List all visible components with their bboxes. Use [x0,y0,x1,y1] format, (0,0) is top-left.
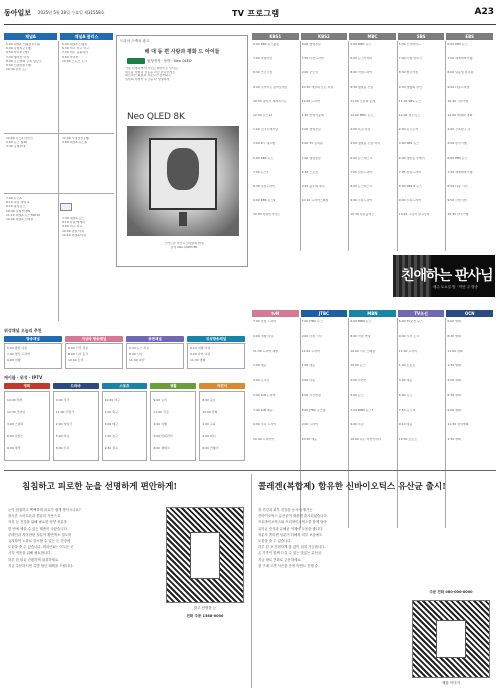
schedule-line: 9:00 여행 다큐 [253,334,274,338]
schedule-line: 7:00 농구 [104,434,119,438]
ch2-early [62,43,113,64]
schedule-line: 4:00 배구 [104,422,119,426]
ch1-late [6,197,57,222]
schedule-line: 7:00 명작 드라마 [7,352,31,356]
issue-date: 2025년 5월 28일 수요일 제31558호 [38,10,105,15]
schedule-line: 5:00 뉴스 [350,393,364,397]
drama-banner [393,255,495,297]
channel-column [399,320,445,453]
right-ad-body [258,507,408,569]
schedule-line: 11:00 영화 [447,349,463,353]
schedule-line: 10:30 트로트 [398,438,418,442]
schedule-line: 지금 바로 전화로 주문하세요. [258,557,302,562]
schedule-line: 7:05 일일드라마 [398,170,421,174]
schedule-line: 7:50 아침드라마 [301,57,324,61]
column-divider [300,41,301,251]
schedule-line: 5:00 KBS 뉴스 [253,156,274,160]
schedule-line: 8:00 시사 토크 [68,352,89,356]
iptv-label: 케이블 · 위성 · IPTV [4,375,43,380]
schedule-line: 7:30 세계테마기행 [447,170,473,174]
schedule-line: 9:00 자연 다큐 [190,352,211,356]
schedule-line: 12:00 MBC 뉴스 [350,113,374,117]
satellite-table [4,336,248,370]
schedule-line: 9:30 생방송 오늘 [350,85,374,89]
schedule-line: 2:00 특집 다큐 [350,128,371,132]
channel-header-1: 채널A [4,33,57,40]
schedule-line: 6:30 먹고 자고 먹고 [62,47,89,51]
satellite-cell [65,343,123,369]
schedule-line: 6:50 아이콘 (재) [6,51,29,55]
schedule-line: 4:00 영화 [447,379,461,383]
divider [4,133,114,134]
schedule-line: 도움을 줄 수 있습니다. 비타민A는 어두운 곳 [8,545,74,550]
schedule-line: 11:00 교양 [129,358,145,362]
iptv-table [4,383,248,463]
schedule-line: 8:00 아침 연예 [350,334,371,338]
schedule-line: 6:00 뉴스 [398,393,413,397]
column-divider [445,318,446,528]
schedule-line: 6:00 사건반장 [301,393,321,397]
schedule-line: 3:00 채널A 뉴스톱 [62,141,88,145]
schedule-line: 12:00 채널A 스페셜 [6,217,34,221]
schedule-line: 4:00 SBS 뉴스 [398,142,420,146]
left-ad-body [8,507,158,569]
satellite-cell [126,343,184,369]
ad-brand: 삼성전자 · 동아 · Neo QLED [147,59,192,63]
schedule-line: 3:40 강철부대 [6,145,26,149]
schedule-line: 8:00 딩동댕 유치원 [447,71,474,75]
schedule-line: 지친 눈 건강을 위해 필요한 영양 성분을 [8,520,67,525]
schedule-line: 9:00 아이콘 [62,55,79,59]
schedule-line: 12:00 시대정신 (재) [62,137,90,140]
schedule-line: 11:00 드라마 [301,349,320,353]
schedule-line: 3:00 스릴러 [7,422,24,426]
schedule-line: 9:30 골프 [104,446,119,450]
ch1-mid [6,137,57,150]
ch1-early [6,43,57,72]
schedule-line: 9:00 수목 드라마 [253,423,277,427]
schedule-line: 6:00 생생정보 [301,43,321,46]
schedule-line: 10:00 스포츠 토크 [62,59,88,63]
schedule-line: 9:00 시사 토크 [398,334,420,338]
publication-name: 동아일보 [4,8,32,17]
schedule-line: 1:00 예능 [253,364,267,368]
schedule-line: 12:00 정오뉴스 [398,113,420,117]
schedule-line: 8:00 오은영의 금쪽 상담소 [6,59,42,63]
schedule-line: 7:50 뉴스 9 [398,408,416,412]
schedule-line: 8:30 영화 [447,334,461,338]
schedule-line: 프로바이오틱스와 프리바이오틱스를 함께 담아 [258,520,327,525]
schedule-line: 새로운 경험과 감동을 지금 만나보세요 [125,70,176,74]
schedule-line: 10:30 다큐플렉스 [350,213,375,217]
schedule-line: 12:00 뉴스 [350,364,366,368]
channel-column [447,43,493,227]
schedule-line: 2:00 일일극 [55,422,73,426]
schedule-line: 9:00 드라마 [301,423,318,427]
column-divider [300,318,301,528]
iptv-category: 생활 [150,383,196,389]
schedule-line: 5:00 미니 [55,434,70,438]
schedule-line: 하루 한 포 간편하게 물 없이 섭취 가능합니다. [258,545,326,550]
schedule-line: 9:00 사극 [55,398,70,402]
schedule-line: 1:30 영화 [447,438,461,442]
schedule-line: 12:00 뉴스A 라이브 [6,137,34,140]
schedule-line: 11:10 채널A 뉴스TOP10 [6,213,41,217]
schedule-line: 6:00 뉴스데스크 [350,156,373,160]
schedule-line: 10:30 세상의 모든 다큐 [301,85,334,89]
channel-header: KBS1 [252,33,299,40]
schedule-line: 2:00 순간포착 [398,128,419,132]
left-ad-title: 침침하고 피로한 눈을 선명하게 편안하게! [22,482,178,492]
schedule-line: 9:00 수목드라마 [398,199,421,203]
schedule-line: 10:30 유튜 도) [6,68,27,72]
schedule-line: 11:00 건강 [153,410,169,414]
schedule-line: 5:30 채널A 스페셜 [62,43,88,46]
channel-column [302,320,348,453]
schedule-line: 9:10 예능 [398,423,413,427]
schedule-line: 유익균 증식과 유해균 억제에 도움을 줍니다. [258,526,324,531]
schedule-line: 8:00 뉴스데스크 [350,184,373,188]
left-ad-phone: 전화 주문 1588-0000 [186,614,224,618]
schedule-line: 8:30 인간극장 [253,71,273,75]
schedule-line: 일상의 특별한 순간을 더 생생하게 [125,77,170,81]
schedule-line: 9:00 굿모닝 [301,71,318,75]
ad-tag: 드라마 스케치 광고 [120,39,150,43]
section-title: TV 프로그램 [232,9,280,18]
satellite-cell [4,343,62,369]
schedule-line: 10:50 걸어서 세계속으로 [253,99,287,103]
channel-column [350,320,396,453]
schedule-line: 8:30 스포츠 [301,170,318,174]
schedule-line: 8:40 시사 [129,352,143,356]
schedule-line: 6:00 건강 정보 [68,346,89,350]
schedule-line: 10:00 나는 자연인이다 [350,438,382,442]
schedule-line: 7:00 생생정보 [301,156,321,160]
schedule-line: 9:00 아침 시사 [301,334,322,338]
schedule-line: 11:00 드라마 [398,349,418,353]
schedule-line: 3:00 생생정보 [301,128,321,132]
ad-divider [4,470,496,471]
schedule-line: 6:00 EBS 뉴스 [447,156,468,160]
schedule-line: 9:00 다큐프라임 [447,85,470,89]
schedule-line: 7:00 아침 연속극 [398,57,422,61]
schedule-line: 4:00 생방송 오늘 저녁 [350,142,381,146]
schedule-line: 10:20 그것이 알고싶다 [398,213,430,217]
channel-column [447,320,493,453]
iptv-category: 어린이 [199,383,245,389]
satellite-label: 위성채널 오늘의 추천 [4,328,42,333]
schedule-line: 10:00 야구 [104,398,120,402]
schedule-line: 도움을 줄 수 있습니다. [258,539,292,544]
schedule-line: 5:00 채널A 스페셜 (다큐) [6,43,41,46]
satellite-cell [187,343,245,369]
schedule-line: 지금 주문하시면 특별 할인 혜택을 드립니다. [8,563,74,568]
schedule-line: 5:00 종합 다큐 [7,346,28,350]
schedule-line: 장시간 스마트폰과 컴퓨터 사용으로 [8,514,61,519]
schedule-line: 8:30 일일드라마 [253,184,276,188]
schedule-line: 저분자 콜라겐 성분이 더해져 피부 보습에도 [258,532,323,537]
channel-column [399,43,445,227]
cable-schedule [252,310,495,460]
schedule-line: 11:30 드라마 재방 [253,349,279,353]
schedule-line: 7:00 아침 드라마 [253,320,277,323]
schedule-line: 9:00 요리 [153,398,167,402]
right-ad-caption: 제품 이미지 [441,681,461,685]
schedule-line: 8:00 동요 [202,398,216,402]
schedule-line: 10:45 한국기행 [447,213,469,217]
channel-column [253,43,299,227]
model-silhouette [167,148,199,190]
iptv-cell [53,391,99,461]
schedule-line: 12:10 채널A 다큐 [62,233,87,237]
schedule-line: 9:50 극한직업 [447,199,467,203]
schedule-line: 6:00 생방송 투데이 [398,156,425,160]
schedule-line: 12:00 뉴스12 [253,113,273,117]
schedule-line: 6:00 인형극 [202,446,219,450]
schedule-line: 6:00 로맨스 [7,434,24,438]
schedule-line: 8:10 다큐 에세이 [62,221,86,225]
schedule-line: 9:30 생활의 달인 [398,85,422,89]
schedule-line: 11:30 명화 [190,358,206,362]
satellite-category: 종편채널 [126,336,184,342]
schedule-line: 6:00 뉴스투데이 [350,57,373,61]
schedule-line: 6:00 TV조선 뉴스 [398,320,423,323]
schedule-line: 11:00 SBS 뉴스 [398,99,421,103]
schedule-line: 장 건강과 피부 건강을 동시에 챙기는 [258,508,313,512]
schedule-line: 9:00 특집 [350,423,364,427]
brand-logo-icon [127,58,145,64]
schedule-line: 6:10 여행 다큐 [190,346,211,350]
right-ad-phone: 주문 전화 080-000-0000 [429,590,473,594]
schedule-line: 9:00 수목드라마 [350,199,373,203]
schedule-line: 1:30 연예가중계 [301,113,324,117]
schedule-line: 6:00 영화 [447,320,461,323]
iptv-cell [102,391,148,461]
schedule-line: 3:00 다큐 [301,379,316,383]
header-rule [4,24,496,25]
schedule-line: 신바이오틱스 유산균이 새롭게 출시되었습니다. [258,514,328,519]
schedule-line: 시각 적응을 위해 필요합니다. [8,551,52,556]
left-schedule [4,33,114,323]
ad-footer [127,242,241,249]
schedule-line: 5:00 TV 유치원 [301,142,323,146]
left-ad-caption: 밝고 선명한 눈 [193,606,217,610]
schedule-line: 9:00 명작 [7,446,21,450]
schedule-line: 9:40 무엇이든 물어보세요 [253,85,288,89]
schedule-line: 10:00 시사 스페셜 [350,349,376,353]
schedule-line: 첫 구매 고객 사은품 증정 이벤트 진행 중 [258,563,318,568]
schedule-line: 10:00 만화 [202,410,218,414]
schedule-line: 10:30 강철부대W [6,209,31,213]
schedule-line: 1:00 트로트 [398,364,416,368]
iptv-category: 영화 [4,383,50,389]
schedule-line: 12:30 코미디 [7,410,26,414]
ch2-mid [62,137,113,145]
schedule-line: 7:00 아침마당 [253,57,273,61]
channel-header: EBS [446,33,493,40]
schedule-line: 9:00 먹고 자고 [62,225,83,229]
schedule-line: 2:00 자연인 [350,379,367,383]
channel-logo [60,203,72,211]
banner-title: 친애하는 판사님 [401,268,493,284]
schedule-line: 3:00 예능 [398,379,413,383]
schedule-line: 4:00 한국기행 [447,142,467,146]
schedule-line: 2:00 여행 [153,422,167,426]
ch2-late [62,217,113,238]
schedule-line: 삼성 Neo QLED 8K [170,245,198,249]
samsung-tv-ad [116,35,248,267]
schedule-line: 5:00 인테리어 [153,434,173,438]
iptv-cell [4,391,50,461]
schedule-line: 3:00 토크쇼 [253,379,270,383]
tv-stand-icon [179,212,187,226]
divider [4,193,114,194]
channel-header: SBS [398,33,445,40]
left-ad-photo [166,507,244,603]
schedule-line: 2:00 건축탐구 집 [447,128,471,132]
ad-headline: 배 대 동 편 사랑과 평화 드 아이들 [144,49,220,55]
schedule-line: 혁신적인 화질과 사운드가 함께하는 [125,74,172,78]
ad-column-divider [251,474,252,688]
column-divider [58,41,59,321]
page-number: A23 [474,7,494,17]
schedule-line: 가장 선명하게 다가오는 화면으로 만나는 [125,67,179,70]
channel-header: tvN [252,310,299,317]
schedule-line: 10:30 극한직업 [447,99,469,103]
schedule-line: 4:00 애니 [202,434,216,438]
schedule-line: 1:30 영화 [447,364,461,368]
schedule-line: 8:00 아침드라마 [350,71,373,75]
schedule-line: 7:05 일일드라마 [350,170,373,174]
channel-column [253,320,299,453]
schedule-line: 한 번에 채울 수 있는 제품이 나왔습니다. [8,526,68,531]
schedule-line: 8:30 좋은아침 [398,71,419,75]
column-divider [445,41,446,251]
schedule-line: 6:00 EBS 뉴스 [447,43,468,46]
schedule-line: 7:30 채널A 뉴스 [62,217,85,220]
schedule-line: 11:00 주말극 [55,410,75,414]
schedule-line: 스마트한 라이프스타일의 완성 [164,242,204,245]
schedule-line: 8:50 다큐 시선 [447,184,468,188]
schedule-line: 7:00 뉴스A [6,197,22,200]
channel-header: KBS2 [301,33,348,40]
schedule-line: 2:00 뉴스 톱10 [6,141,28,145]
schedule-line: 9:00 KBS 뉴스9 [253,199,276,203]
channel-header: OCN [446,310,493,317]
schedule-line: 8:00 JTBC 뉴스룸 [301,408,326,412]
channel-column [302,43,348,213]
schedule-line: 12:00 드라마 [301,99,320,103]
schedule-line: 5:30 뉴스 특보 [129,346,150,350]
schedule-line: 6:30 영화 [447,393,461,397]
channel-header: JTBC [301,310,348,317]
schedule-line: 7:20 MBN 뉴스7 [350,408,374,412]
schedule-line: 눈이 침침하고 뻑뻑하며 피로가 쉽게 쌓이시나요? [8,508,81,512]
schedule-line: 1:00 전국노래자랑 [253,128,279,132]
schedule-line: 루테인과 지아잔틴 성분이 황반색소 밀도를 [8,532,72,537]
iptv-category: 스포츠 [102,383,148,389]
channel-header: TV조선 [398,310,445,317]
right-ad-title: 콜레겐(복합제) 함유한 신바이오틱스 유산균 출시! [258,482,446,492]
column-divider [348,318,349,528]
schedule-line: 7:00 세계테마기행 [447,57,473,61]
ad-photo [127,126,239,236]
schedule-line: 유지하여 노화로 감소할 수 있는 눈 건강에 [8,539,71,544]
column-divider [397,41,398,251]
schedule-line: 1:00 교육 [202,422,216,426]
channel-header: MBC [349,33,396,40]
schedule-line: 10:40 프리미어 [253,438,275,442]
channel-header-2: 채널A 플러스 [60,33,113,40]
schedule-line: 10:00 관찰 다큐 [62,229,85,233]
schedule-line: 1:00 예능 [301,364,316,368]
schedule-line: 9:00 여행 [7,358,21,362]
ad-copy [125,67,241,81]
schedule-line: 11:30 심야영화 [447,423,469,427]
schedule-line: 12:00 세계의 명화 [447,113,473,117]
schedule-line: 7:40 tvN 예능 [253,408,273,412]
schedule-line: 8:10 다큐 채널 A [6,201,30,205]
schedule-line: 6:00 강철지구 (재) [6,47,32,51]
schedule-line: 9:20 불후의 명곡 [301,184,325,188]
schedule-line: 6:00 KBS 뉴스광장 [253,43,280,46]
iptv-cell [199,391,245,461]
schedule-line: 5:00 tvN 드라마 [253,393,276,397]
schedule-line: 6:00 MBN 뉴스 [350,320,372,323]
schedule-line: 1:00 축구 [104,410,119,414]
schedule-line: 9:10 돌싱글즈 [6,205,26,209]
schedule-line: 9:00 영화 [447,408,461,412]
schedule-line: 8:00 SBS 8 뉴스 [398,184,422,188]
schedule-line: 11:00 오늘의 운세 [350,99,376,103]
schedule-line: 8:00 재테크 [153,446,170,450]
schedule-line: 3:00 6시 내고향 [253,142,276,146]
schedule-line: 7:00 JTBC 뉴스 [301,320,323,323]
page-header [0,0,500,30]
banner-subtitle: 매주 토요일 밤 · 이번 주 방송 [433,285,478,289]
schedule-line: 5:30 모닝와이드 [398,43,421,46]
schedule-line: 7:00 뉴스7 [253,170,269,174]
iptv-category: 드라마 [53,383,99,389]
schedule-line: 5:00 MBC 뉴스 [350,43,372,46]
satellite-category: 방송채널 [4,336,62,342]
satellite-category: 지상파 방송채널 [65,336,123,342]
main-schedule [252,33,495,258]
schedule-line: 10:10 드라마스페셜 [301,199,329,203]
schedule-line: 10:00 요리 [68,358,84,362]
satellite-category: 위성방송채널 [187,336,245,342]
schedule-line: 온 가족이 함께 드실 수 있는 맛있는 유산균. [258,551,323,556]
schedule-line: 10:30 예능 [301,438,317,442]
schedule-line: 10:00 다큐인사이트 [253,213,280,217]
iptv-cell [150,391,196,461]
channel-header: MBN [349,310,396,317]
schedule-line: 하루 한 알로 간편하게 섭취하세요. [8,557,60,562]
schedule-line: 7:30 개는 훌륭하다 [62,51,89,55]
schedule-line: 8:00 수목 [55,446,70,450]
schedule-line: 9:00 신통방통 (재) [6,63,32,67]
channel-column [350,43,396,227]
ad-product-name: Neo QLED 8K [127,112,185,122]
schedule-line: 10:00 액션 [7,398,23,402]
column-divider [348,41,349,251]
schedule-line: 7:30 행복한 여정 [6,55,30,59]
column-divider [397,318,398,528]
right-ad-photo [412,600,490,678]
